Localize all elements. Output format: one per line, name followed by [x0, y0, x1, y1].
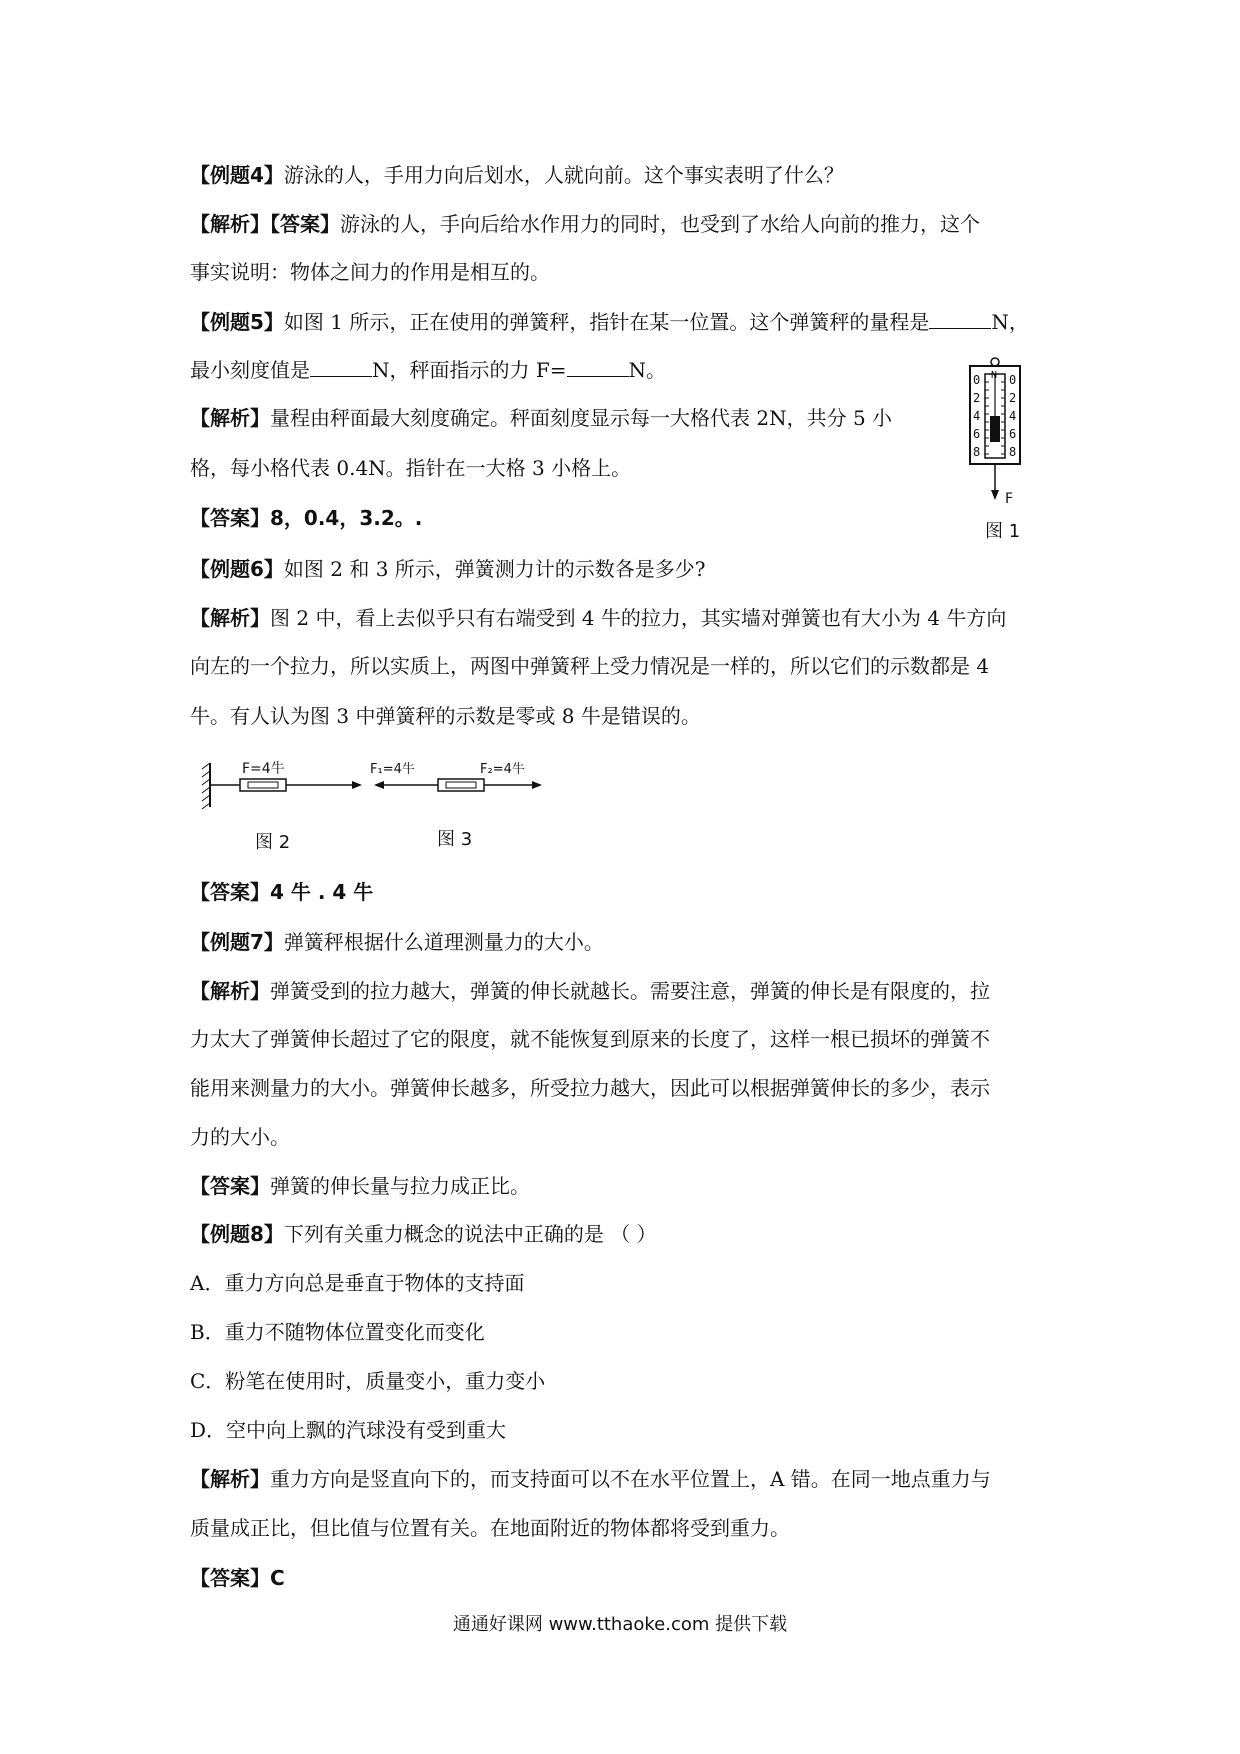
ex4-question-text: 游泳的人，手用力向后划水，人就向前。这个事实表明了什么？: [283, 163, 844, 187]
ex5-question-text1b: N，: [991, 310, 1029, 334]
ex4-answer-tag: 【解析】【答案】: [190, 212, 340, 236]
ex7-analysis-text1: 弹簧受到的拉力越大，弹簧的伸长就越长。需要注意，弹簧的伸长是有限度的，拉: [270, 979, 990, 1003]
figure3-left-force-label: F₁=4牛: [370, 762, 415, 777]
ex7-answer-text: 弹簧的伸长量与拉力成正比。: [270, 1174, 530, 1198]
scale-left-0: 0: [973, 373, 981, 387]
ex6-analysis-line2: 向左的一个拉力，所以实质上，两图中弹簧秤上受力情况是一样的，所以它们的示数都是 4: [190, 654, 990, 678]
ex5-question-text2a: 最小刻度值是: [190, 358, 310, 382]
ex6-answer-text: 4 牛 . 4 牛: [270, 880, 374, 904]
ex8-question-text: 下列有关重力概念的说法中正确的是 （ ）: [283, 1222, 657, 1246]
ex7-question-tag: 【例题7】: [190, 930, 284, 954]
scale-hook-ring: [991, 358, 999, 366]
force-arrow-icon: [352, 781, 362, 789]
ex5-analysis-tag: 【解析】: [190, 406, 270, 430]
ex6-answer-tag: 【答案】: [190, 880, 270, 904]
page-footer: 通通好课网 www.tthaoke.com 提供下载: [452, 1614, 788, 1635]
figure3-caption: 图 3: [437, 829, 473, 850]
ex8-question: [190, 1222, 657, 1246]
ex5-analysis-line2: 格，每小格代表 0.4N。指针在一大格 3 小格上。: [190, 456, 632, 480]
force-arrow-icon: [991, 490, 999, 500]
figure3-two-forces: [368, 755, 548, 815]
scale-right-8: 8: [1009, 445, 1017, 459]
ex5-blank-force: [567, 358, 629, 377]
ex4-answer-text1: 游泳的人，手向后给水作用力的同时，也受到了水给人向前的推力，这个: [340, 212, 980, 236]
spring-scale-figure: [965, 356, 1035, 516]
ex7-question: [190, 930, 604, 954]
ex8-analysis-text1: 重力方向是竖直向下的，而支持面可以不在水平位置上，A 错。在同一地点重力与: [270, 1467, 991, 1491]
ex5-answer: [190, 506, 422, 530]
ex5-answer-text: 8，0.4，3.2。.: [270, 506, 423, 530]
ex6-question-text: 如图 2 和 3 所示，弹簧测力计的示数各是多少?: [283, 557, 706, 581]
ex5-analysis-text1: 量程由秤面最大刻度确定。秤面刻度显示每一大格代表 2N，共分 5 小: [270, 406, 893, 430]
figure2-wall-spring: [200, 755, 370, 815]
ex5-question-text2b: N，秤面指示的力 F=: [372, 358, 567, 382]
ex4-question-tag: 【例题4】: [190, 163, 284, 187]
scale-pointer: [990, 416, 1000, 442]
ex5-question-text2c: N。: [628, 358, 666, 382]
force-arrow-left-icon: [374, 781, 384, 789]
scale-left-6: 6: [973, 427, 981, 441]
ex6-analysis-text1: 图 2 中，看上去似乎只有右端受到 4 牛的拉力，其实墙对弹簧也有大小为 4 牛方向: [270, 606, 1007, 630]
ex6-analysis-line1: [190, 606, 1006, 630]
ex5-analysis-line1: [190, 406, 892, 430]
scale-right-0: 0: [1009, 373, 1017, 387]
ex6-question-tag: 【例题6】: [190, 557, 284, 581]
figure2-caption: 图 2: [255, 832, 291, 853]
figure3-right-force-label: F₂=4牛: [480, 762, 525, 777]
figure2-force-label: F=4牛: [242, 761, 285, 777]
ex8-analysis-tag: 【解析】: [190, 1467, 270, 1491]
scale-unit-label: N: [991, 370, 998, 381]
ex6-analysis-line3: 牛。有人认为图 3 中弹簧秤的示数是零或 8 牛是错误的。: [190, 704, 701, 728]
spring-scale-icon: [240, 779, 286, 791]
ex8-analysis-line2: 质量成正比，但比值与位置有关。在地面附近的物体都将受到重力。: [190, 1516, 790, 1540]
ex5-blank-min-scale: [310, 358, 372, 377]
scale-right-6: 6: [1009, 427, 1017, 441]
ex7-analysis-line4: 力的大小。: [190, 1125, 290, 1149]
scale-left-2: 2: [973, 391, 981, 405]
scale-left-4: 4: [973, 409, 981, 423]
ex8-question-tag: 【例题8】: [190, 1222, 284, 1246]
ex8-answer-tag: 【答案】: [190, 1566, 270, 1590]
ex8-option-c: C．粉笔在使用时，质量变小，重力变小: [190, 1369, 546, 1393]
figure1-caption: 图 1: [985, 521, 1021, 542]
ex4-answer-line1: [190, 212, 980, 236]
ex8-option-a: A．重力方向总是垂直于物体的支持面: [190, 1271, 525, 1295]
ex7-answer-tag: 【答案】: [190, 1174, 270, 1198]
ex7-analysis-line2: 力太大了弹簧伸长超过了它的限度，就不能恢复到原来的长度了，这样一根已损坏的弹簧不: [190, 1027, 990, 1051]
force-label: F: [1005, 491, 1014, 507]
ex6-answer: [190, 880, 373, 904]
ex5-question-line2: [190, 358, 666, 382]
ex6-question: [190, 557, 706, 581]
ex5-answer-tag: 【答案】: [190, 506, 270, 530]
spring-scale-icon: [438, 779, 484, 791]
ex8-analysis-line1: [190, 1467, 991, 1491]
force-arrow-right-icon: [532, 781, 542, 789]
ex6-analysis-tag: 【解析】: [190, 606, 270, 630]
ex7-analysis-tag: 【解析】: [190, 979, 270, 1003]
ex4-question: [190, 163, 844, 187]
scale-right-4: 4: [1009, 409, 1017, 423]
ex5-blank-range: [929, 310, 991, 329]
ex7-analysis-line3: 能用来测量力的大小。弹簧伸长越多，所受拉力越大，因此可以根据弹簧伸长的多少，表示: [190, 1076, 990, 1100]
ex5-question-tag: 【例题5】: [190, 310, 284, 334]
ex5-question-text1a: 如图 1 所示，正在使用的弹簧秤，指针在某一位置。这个弹簧秤的量程是: [283, 310, 930, 334]
ex4-answer-line2: 事实说明：物体之间力的作用是相互的。: [190, 260, 550, 284]
ex5-question-line1: [190, 310, 1029, 334]
scale-left-8: 8: [973, 445, 981, 459]
scale-right-2: 2: [1009, 391, 1017, 405]
ex8-answer: [190, 1566, 285, 1590]
ex8-option-b: B．重力不随物体位置变化而变化: [190, 1320, 485, 1344]
ex7-question-text: 弹簧秤根据什么道理测量力的大小。: [283, 930, 604, 954]
ex7-answer: [190, 1174, 530, 1198]
ex7-analysis-line1: [190, 979, 990, 1003]
ex8-option-d: D．空中向上飘的汽球没有受到重大: [190, 1418, 507, 1442]
ex8-answer-text: C: [270, 1566, 285, 1590]
